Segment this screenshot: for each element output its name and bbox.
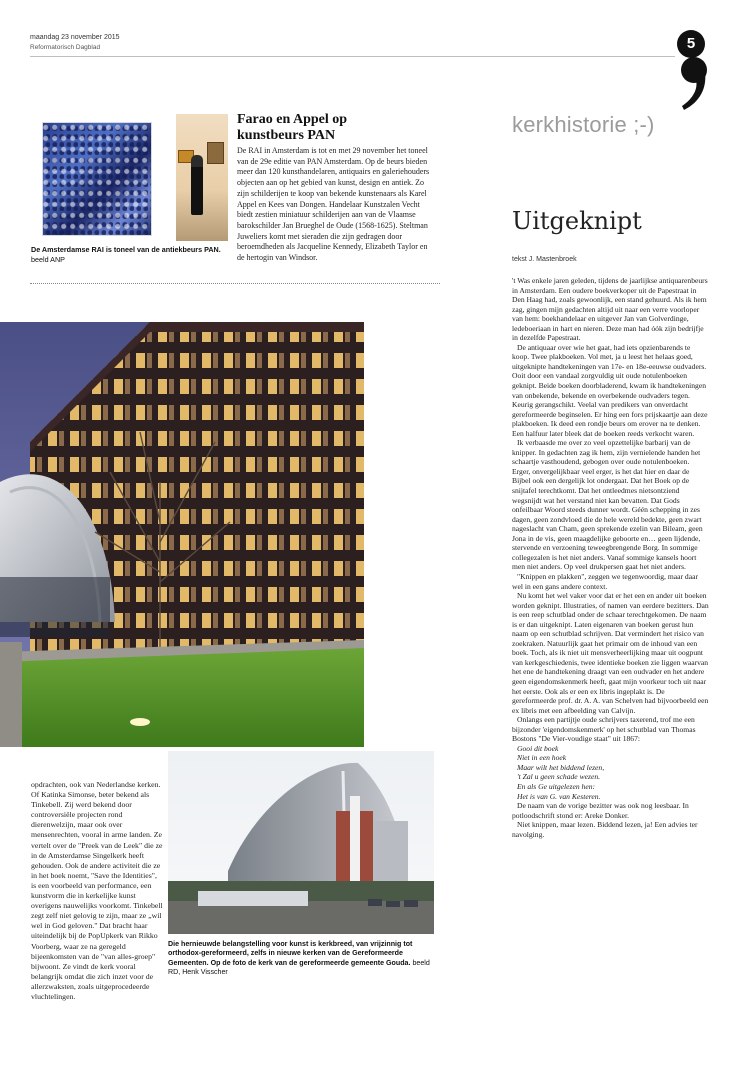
poem-line: En als Ge uitgelezen hen: [517, 781, 596, 791]
news-headline: Farao en Appel op kunstbeurs PAN [237, 112, 348, 143]
church-photo [168, 751, 434, 934]
column-rubric: kerkhistorie ;-) [512, 112, 655, 137]
photo-caption [31, 245, 231, 264]
caption-credit: beeld ANP [31, 254, 65, 264]
paragraph: 't Was enkele jaren geleden, tijdens de jaarlijkse antiquarenbeurs in Amsterdam. Een oudere boekverkoper uit de Papestraat in Den Haag had, zoals gewoonlijk, een stand gehuurd. Als ik hem zag, gingen mijn gedachten altijd uit naar een verre voorloper van hem: boekhandelaar en uitgever Jan van Golverdinge, ledeboeriaan in hart en nieren. Deze man had óók zijn bedrijfje in dezelfde Papestraat. [512, 276, 708, 343]
newspaper-name: Reformatorisch Dagblad [30, 44, 101, 51]
church-caption-text: Die hernieuwde belangstelling voor kunst is kerkbreed, van vrijzinnig tot orthodox-gereformeerd, zelfs in nieuwe kerken van de Gereformeerde Gemeenten. Op de foto de kerk van de gereformeerde gemeente Gouda. [168, 940, 413, 967]
section-divider [30, 283, 440, 284]
article-title: Uitgeknipt [512, 207, 642, 235]
paragraph: Ik verbaasde me over zo veel opzettelijke barbarij van de knipper. In gedachten zag ik hem, zijn vernielende handen het schaartje vasthoudend, gebogen over oude notulenboeken. Erger, onvergelijkbaar veel erger, is het dat hier en daar de Bijbel ook een dergelijk lot ondergaat. Dat het Boek op de snijtafel terechtkomt. Dat het ontleedmes nietsontziend wegsnijdt wat het verstand niet kan bevatten. Dat Gods onfeilbaar Woord steeds dunner wordt. Géén schepping in zes dagen, geen zondvloed die de hele wereld bedekte, geen zwart nageslacht van Cham, geen sprekende ezelin van Bileam, geen Jona in de vis, geen maagdelijke geboorte en… geen lijdende, stervende en verzoening teweegbrengende Borg. In sommige collegezalen is het niet anders. Vanaf sommige kansels hoort men niet anders. Op veel drukpersen gaat het niet anders. [512, 438, 703, 572]
church-caption [168, 940, 438, 978]
gallery-frame [207, 142, 224, 164]
poem-line: 't Zal u geen schade wezen. [517, 772, 601, 782]
header-rule [30, 56, 675, 57]
paragraph: Onlangs een partijtje oude schrijvers taxerend, trof me een bijzonder 'eigendomskenmerk' op het schutblad van Thomas Bostons "De Vier-voudige staat" uit 1867: [512, 715, 696, 744]
church-caption-credit: beeld RD, Henk Visscher [168, 958, 430, 977]
poem-line: Niet in een hoek [517, 753, 567, 763]
painting-photo [42, 122, 152, 236]
rai-building-photo [0, 322, 364, 747]
article-byline: tekst J. Mastenbroek [512, 256, 577, 263]
article-body [512, 276, 709, 839]
paragraph: Nu komt het wel vaker voor dat er het een en ander uit boeken worden geknipt. Illustraties, of namen van eerdere bezitters. Dan is een reep schutblad onder de schaar terechtgekomen. De naam is er dan uitgeknipt. Laten eigenaren van boeken gerust hun naam op een schutblad schrijven. Dat vermindert het risico van zoekraken. Natuurlijk gaat het primair om de inhoud van een boek. Toch, als ik niet uit mensverheerlijking maar uit oogpunt van kerkgeschiedenis, twee identieke boeken zie liggen waarvan het ene de handtekening draagt van een oudvader en het andere geen eigendomskenmerk heeft, gaat mijn voorkeur toch uit naar het eerste. Ook als er een ex libris ingeplakt is. De gereformeerde prof. dr. A. A. van Schelven had bijvoorbeeld een ex libris met een afbeelding van Calvijn. [512, 591, 709, 715]
continued-article-text: opdrachten, ook van Nederlandse kerken. Of Katinka Simonse, beter bekend als Tinkebell. Zij werd bekend door controversiële projecten rond dierenwelzijn, maar ook over mensenrechten, vooral in arme landen. Ze vertelt over de "Preek van de Leek" die ze in de Amsterdamse Singelkerk heeft gehouden. Ook de andere activiteit die ze in het boek noemt, "Save the Identities", is een voorbeeld van performance, een kunstvorm die in kerkelijke kunst overigens nauwelijks voorkomt. Tinkebell zegt zelf niet gelovig te zijn, maar ze „wil wel in God geloven." Dat bracht haar uiteindelijk bij de PopUpkerk van Rikko Voorberg, waar ze na geregeld bijeenkomsten van de "van alles-groep" bijwoont. Ze vindt de kerk vooral belangrijk omdat die zich inzet voor de allerzwaksten, zoals uitgeprocedeerde vluchtelingen. [31, 780, 163, 1001]
issue-date: maandag 23 november 2015 [30, 34, 120, 41]
paragraph: Niet knippen, maar lezen. Biddend lezen, ja! Een advies ter navolging. [512, 820, 698, 839]
paragraph: De naam van de vorige bezitter was ook nog leesbaar. In potloodschrift stond er: Areke Donker. [512, 801, 689, 820]
poem-line: Maar wilt het biddend lezen, [517, 762, 605, 772]
visitor-figure [191, 155, 203, 215]
caption-text: De Amsterdamse RAI is toneel van de antiekbeurs PAN. [31, 245, 221, 254]
poem-line: Het is van G. van Kesteren. [517, 791, 601, 801]
page-number-badge: 5 [677, 30, 705, 58]
paragraph: De antiquaar over wie het gaat, had iets opzienbarends te koop. Twee plakboeken. Vol met, ja u leest het helaas goed, uitgeknipte handtekeningen van 17e- en 18e-eeuwse oudvaders. Ooit door een vandaal zorgvuldig uit oude notulenboeken geknipt. Beide boeken doorbladerend, kwam ik handtekeningen van onbekende, bekende en overbekende oudvaders tegen. Keurig gerangschikt. Veelal van predikers van onverdacht gereformeerde beginselen. Er hing een fors prijskaartje aan deze plakboeken. Ik deed een rondje beurs om erover na te denken. Een halfuur later bleek dat de boeken reeds verkocht waren. [512, 342, 708, 438]
news-body: De RAI in Amsterdam is tot en met 29 november het toneel van de 29e editie van PAN Amsterdam. Op de beurs bieden meer dan 120 kunsthandelaren, antiquairs en galeriehouders objecten aan op het gebied van kunst, design en antiek. Zo zijn schilderijen te koop van bekende kunstenaars als Karel Appel en Kees van Dongen. Handelaar Kunstzalen Vecht biedt zestien miniatuur schilderijen aan van de Vlaamse barokschilder Jan Brueghel de Oude (1568-1625). Steltman Juweliers komt met sieraden die zijn gedragen door beroemdheden als Jacqueline Kennedy, Elizabeth Taylor en de hertogin van Windsor. [237, 146, 430, 263]
paragraph: "Knippen en plakken", zeggen we tegenwoordig, maar daar wel in een gans andere context. [512, 571, 698, 591]
comma-logo-icon [674, 56, 714, 112]
poem-line: Gooi dit boek [517, 743, 559, 753]
